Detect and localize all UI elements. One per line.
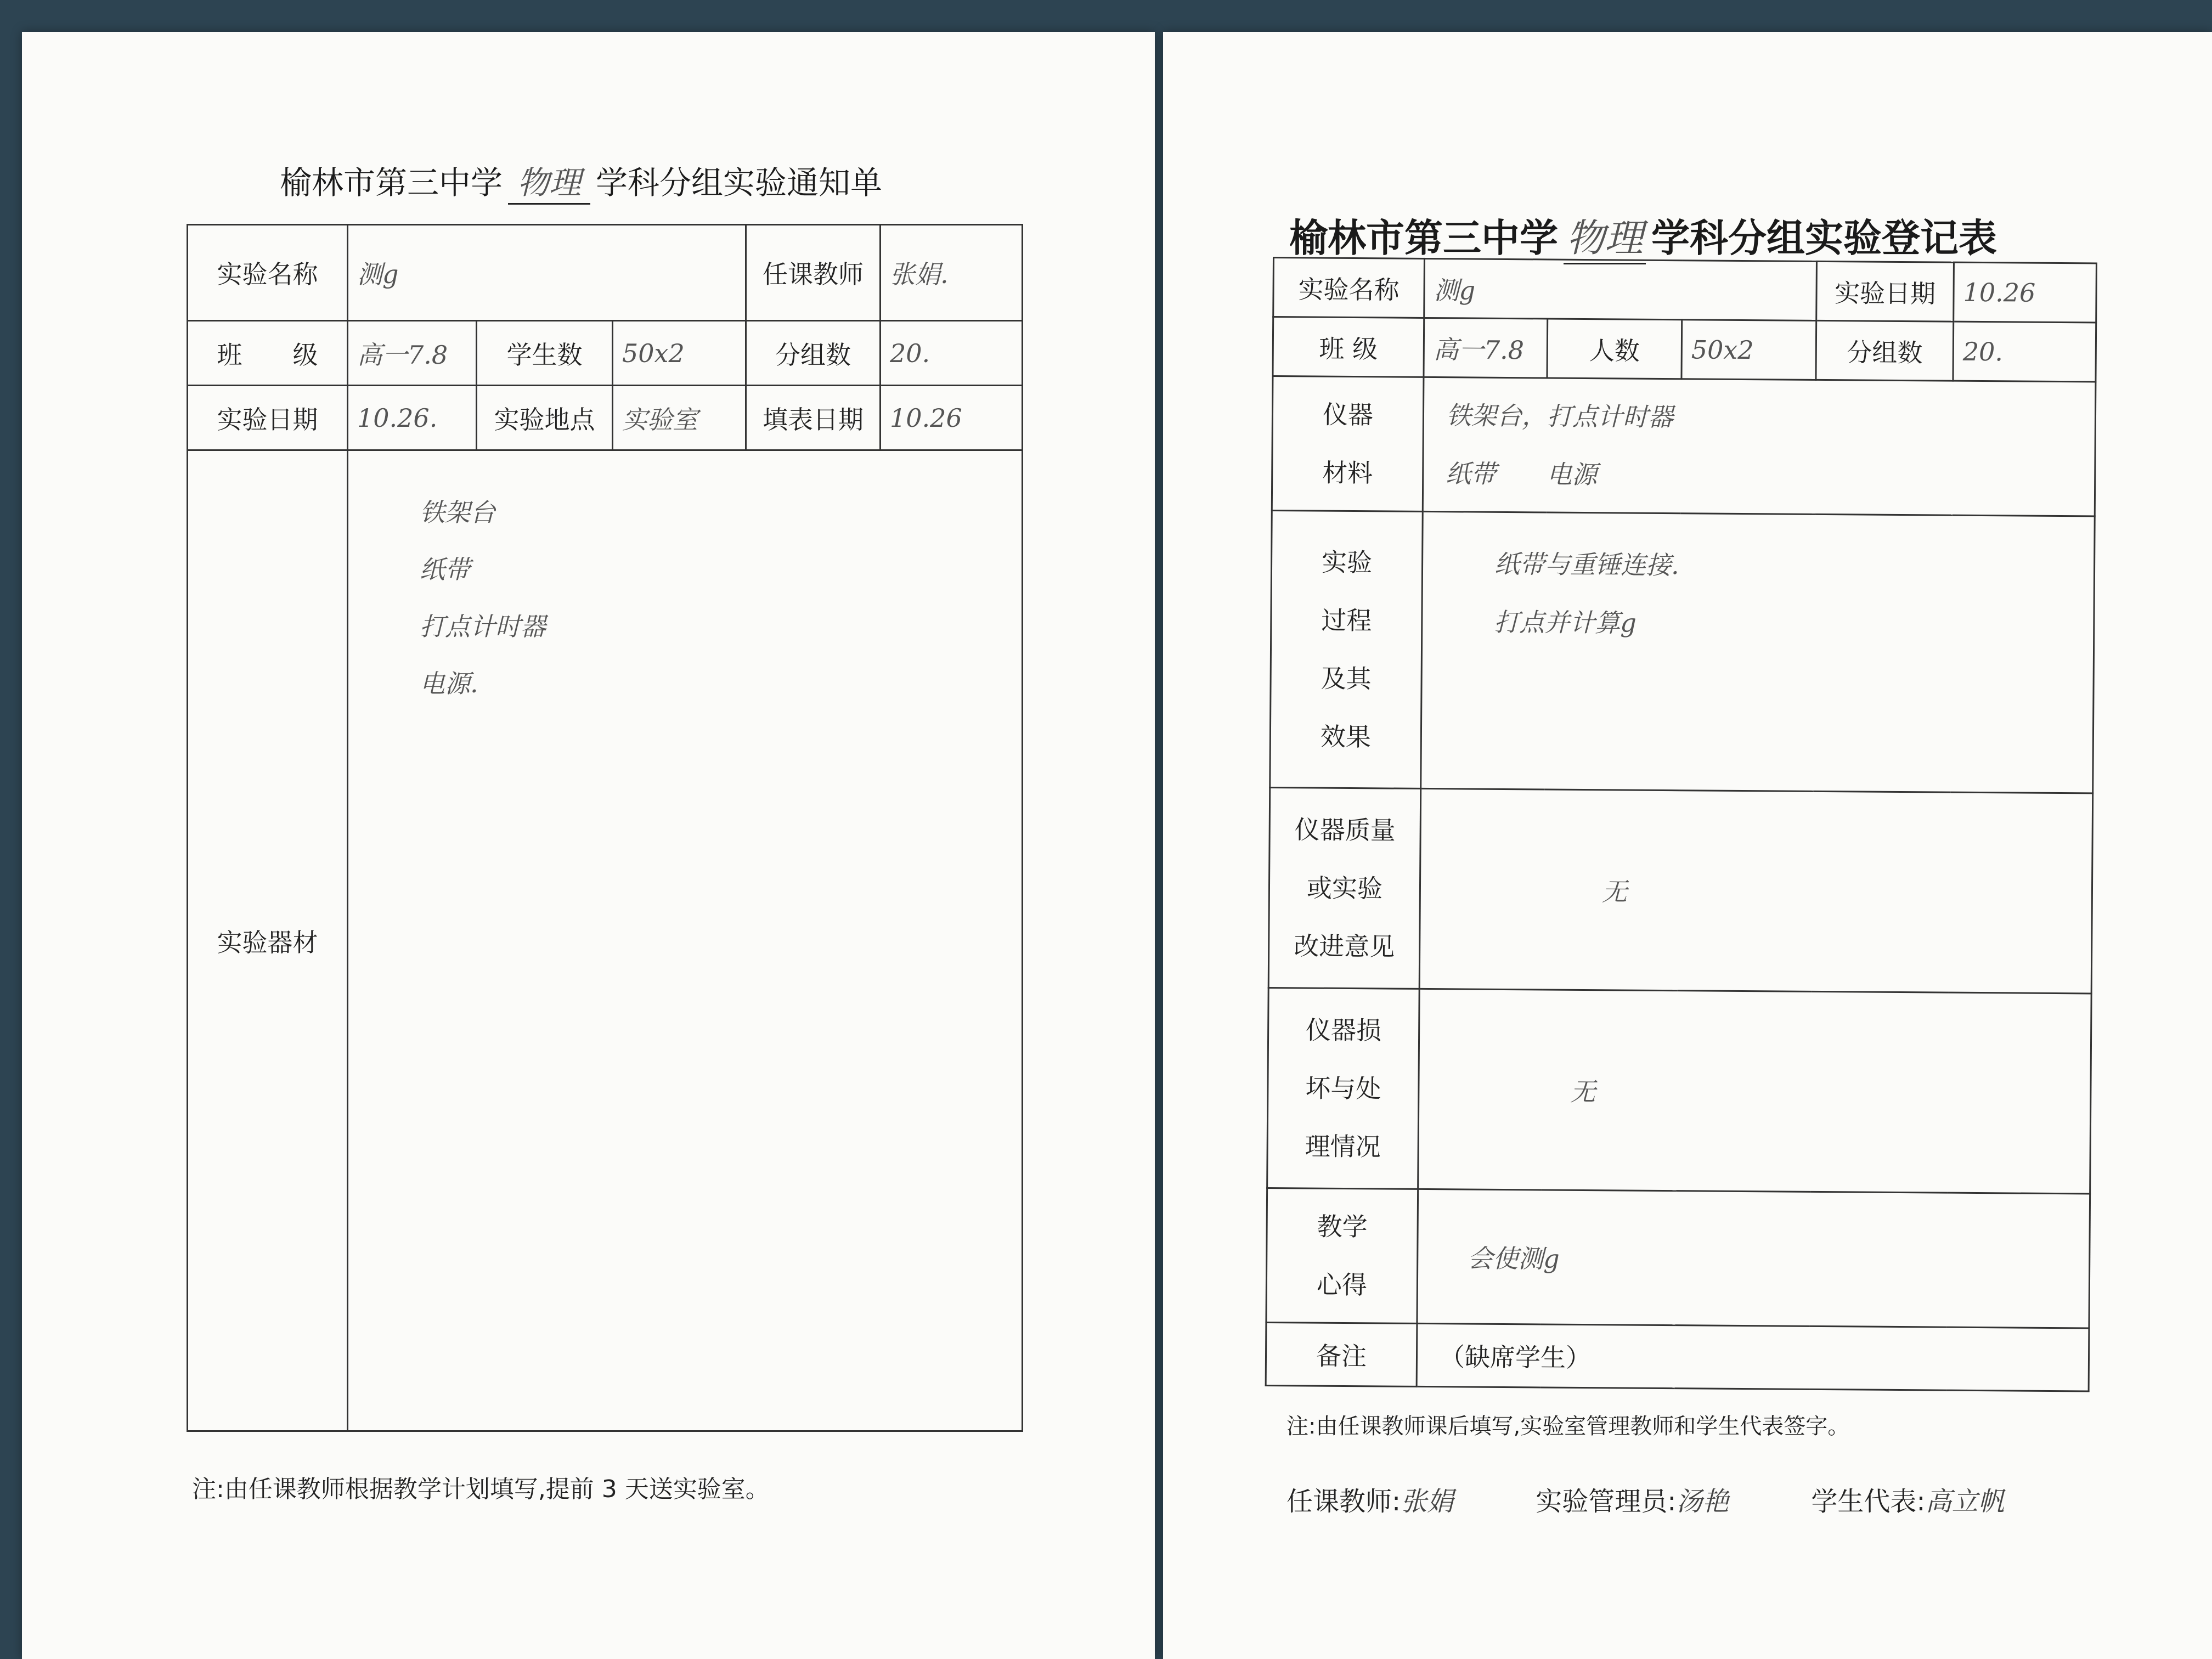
register-sheet <box>1163 32 2212 1659</box>
register-date-label: 实验日期 <box>1816 261 1954 321</box>
register-class-label: 班 级 <box>1273 317 1424 377</box>
register-quality-value: 无 <box>1419 788 2093 994</box>
admin-sign-label: 实验管理员: <box>1536 1486 1677 1517</box>
register-title <box>1289 207 1997 264</box>
notice-table <box>187 224 1023 1432</box>
register-count-value: 50x2 <box>1681 320 1816 380</box>
notice-sheet <box>22 32 1155 1659</box>
register-name-value: 测g <box>1424 258 1817 320</box>
teacher-sign-label: 任课教师: <box>1286 1486 1401 1517</box>
notice-place-label: 实验地点 <box>477 386 613 450</box>
register-insight-label: 教学 心得 <box>1266 1188 1418 1323</box>
register-signatures <box>1286 1480 2005 1518</box>
equipment-item: 纸带 <box>420 555 470 584</box>
register-date-value: 10.26 <box>1954 262 2097 323</box>
notice-subject: 物理 <box>508 157 590 205</box>
notice-name-label: 实验名称 <box>188 225 348 321</box>
register-table <box>1265 257 2097 1392</box>
register-groups-value: 20. <box>1953 321 2096 382</box>
notice-fill-date-label: 填表日期 <box>746 386 881 450</box>
register-count-label: 人数 <box>1547 319 1682 379</box>
notice-class-label: 班 级 <box>188 321 348 386</box>
notice-students-label: 学生数 <box>477 321 613 386</box>
notice-fill-date-value: 10.26 <box>881 386 1023 450</box>
register-insight-value: 会使测g <box>1417 1189 2090 1328</box>
register-process-label: 实验 过程 及其 效果 <box>1270 510 1423 788</box>
register-groups-label: 分组数 <box>1816 320 1954 381</box>
student-signature: 高立帆 <box>1925 1486 2005 1517</box>
teacher-signature: 张娟 <box>1401 1486 1454 1517</box>
register-title-prefix: 榆林市第三中学 <box>1289 216 1558 261</box>
notice-date-label: 实验日期 <box>188 386 348 450</box>
notice-class-value: 高一7.8 <box>348 321 477 386</box>
register-footnote: 注:由任课教师课后填写,实验室管理教师和学生代表签字。 <box>1286 1414 1850 1439</box>
register-remark-value: （缺席学生） <box>1417 1323 2089 1391</box>
student-sign-label: 学生代表: <box>1811 1486 1926 1517</box>
equipment-item: 打点计时器 <box>420 612 546 641</box>
register-damage-label: 仪器损 坏与处 理情况 <box>1267 988 1420 1189</box>
notice-place-value: 实验室 <box>613 386 746 450</box>
register-remark-label: 备注 <box>1266 1322 1417 1386</box>
notice-title-prefix: 榆林市第三中学 <box>280 164 503 201</box>
notice-title <box>280 157 882 205</box>
register-materials-label: 仪器 材料 <box>1272 376 1424 512</box>
register-class-value: 高一7.8 <box>1424 318 1548 378</box>
register-quality-label: 仪器质量 或实验 改进意见 <box>1268 787 1421 989</box>
notice-teacher-label: 任课教师 <box>746 225 881 321</box>
register-name-label: 实验名称 <box>1273 258 1425 318</box>
notice-title-suffix: 学科分组实验通知单 <box>596 164 883 201</box>
register-subject: 物理 <box>1564 207 1646 264</box>
register-materials-value: 铁架台，打点计时器 纸带 电源 <box>1423 377 2096 516</box>
register-damage-value: 无 <box>1418 989 2092 1194</box>
register-process-value: 纸带与重锤连接. 打点并计算g <box>1421 511 2095 793</box>
notice-teacher-value: 张娟. <box>881 225 1023 321</box>
admin-signature: 汤艳 <box>1676 1486 1729 1517</box>
notice-groups-value: 20. <box>881 321 1023 386</box>
notice-footnote: 注:由任课教师根据教学计划填写,提前 3 天送实验室。 <box>192 1475 770 1503</box>
equipment-item: 铁架台 <box>420 498 495 527</box>
notice-equipment-label: 实验器材 <box>188 450 348 1431</box>
notice-students-value: 50x2 <box>613 321 746 386</box>
notice-name-value: 测g <box>348 225 746 321</box>
equipment-item: 电源. <box>420 669 478 698</box>
notice-date-value: 10.26. <box>348 386 477 450</box>
register-title-suffix: 学科分组实验登记表 <box>1651 216 1997 261</box>
notice-equipment-list <box>348 450 1023 1431</box>
notice-groups-label: 分组数 <box>746 321 881 386</box>
